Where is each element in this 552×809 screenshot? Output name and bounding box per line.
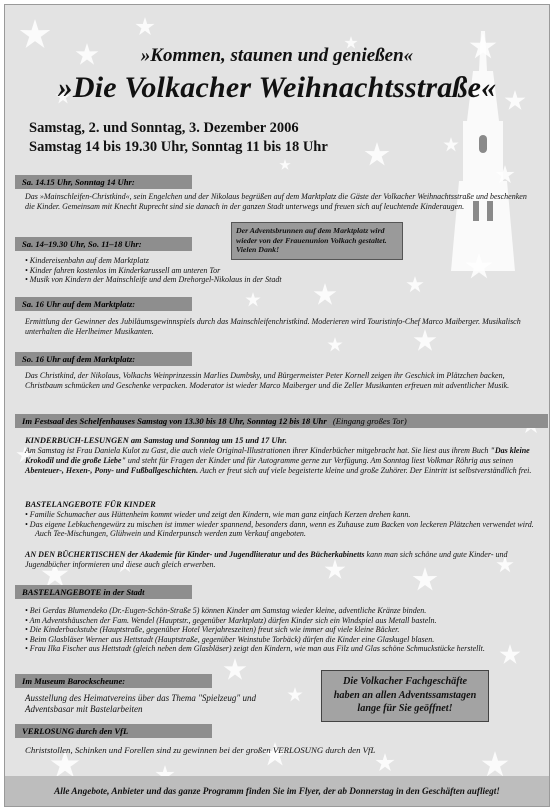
section-bar-sonntag: So. 16 Uhr auf dem Marktplatz: <box>15 352 192 366</box>
list-item: • Frau Ilka Fischer aus Hettstadt (gleich neben dem Glasbläser) zeigt den Kindern, wie man aus Filz und Glas schöne Schmuckstücke herstellt. <box>25 644 485 654</box>
section-text-gewinnspiel: Ermittlung der Gewinner des Jubiläumsgewinnspiels durch das Mainschleifenchristkind. Moderieren wird Touristinfo-Chef Marco Maiberger. Musikalisch unterhalten die Herlheimer Musikanten. <box>25 317 521 336</box>
page-title: »Die Volkacher Weihnachtsstraße« <box>57 71 497 104</box>
lesungen-text <box>25 446 537 476</box>
list-item: • Kindereisenbahn auf dem Marktplatz <box>25 256 149 265</box>
bastel-stadt-list <box>25 606 539 654</box>
list-item: • Beim Glasbläser Werner aus Hettstadt (Hauptstraße, gegenüber Weinstube Torbäck) dürfen die Kinder eine Glaskugel blasen. <box>25 634 435 644</box>
list-item: • Am Adventshäuschen der Fam. Wendel (Hauptstr., gegenüber Marktplatz) dürfen Kinder sich ein Windspiel aus Metall basteln. <box>25 615 437 625</box>
lesungen-book-2: Abenteuer-, Hexen-, Pony- und Fußballgeschichten. <box>25 466 199 475</box>
section-bar-gewinnspiel: Sa. 16 Uhr auf dem Marktplatz: <box>15 297 192 311</box>
list-item: • Musik von Kindern der Mainschleife und dem Drehorgel-Nikolaus in der Stadt <box>25 275 282 285</box>
lesungen-book-1: "Das kleine Krokodil und die große Liebe" <box>25 446 530 465</box>
list-item: • Familie Schumacher aus Hüttenheim kommt wieder und zeigt den Kindern, wie man ganz einfach Kerzen drehen kann. <box>25 510 411 519</box>
dates-line-1: Samstag, 2. und Sonntag, 3. Dezember 2006 <box>29 120 299 136</box>
event-dates <box>29 119 328 157</box>
section-bar-kinder: Sa. 14–19.30 Uhr, So. 11–18 Uhr: <box>15 237 192 251</box>
lesungen-block <box>25 435 537 476</box>
bastel-kinder-list <box>25 510 537 539</box>
fachgeschaefte-box <box>321 670 489 722</box>
schelfenhaus-times: Im Festsaal des Schelfenhauses Samstag von 13.30 bis 18 Uhr, Sonntag 12 bis 18 Uhr <box>22 416 327 426</box>
section-text-sonntag: Das Christkind, der Nikolaus, Volkachs Weinprinzessin Marlies Dumbsky, und Bürgermeister Peter Kornell zeigen ihr Geschick im Plätzchen backen, Christbaum schmücken und Geschenke verpacken. Moderator ist wieder Marco Maiberger und die Zeller Musikanten erfreuen mit adventlicher Musik. <box>25 371 510 390</box>
adventsbrunnen-note: Der Adventsbrunnen auf dem Marktplatz wird wieder von der Frauenunion Volkach gestaltet. Vielen Dank! <box>231 222 403 260</box>
lesungen-text-a: Am Samstag ist Frau Daniela Kulot zu Gast, die auch viele Original-Illustrationen ihrer Kinderbücher mitgebracht hat. Sie liest aus ihrem Buch <box>25 446 491 455</box>
lesungen-text-b: und steht für Fragen der Kinder und für Autogramme gerne zur Verfügung. Am Sonntag liest Volkmar Röhrig aus seinen <box>125 456 514 465</box>
kinder-list <box>25 256 535 285</box>
footer-banner: Alle Angebote, Anbieter und das ganze Programm finden Sie im Flyer, der ab Donnerstag in den Geschäften aufliegt! <box>5 776 549 806</box>
section-text-verlosung: Christstollen, Schinken und Forellen sind zu gewinnen bei der großen VERLOSUNG durch den VfL <box>25 745 376 755</box>
list-item: • Kinder fahren kostenlos im Kinderkarussell am unteren Tor <box>25 265 221 275</box>
section-text-museum: Ausstellung des Heimatvereins über das Thema "Spielzeug" und Adventsbasar mit Bastelarbeiten <box>25 693 256 714</box>
lesungen-text-c: Auch er freut sich auf viele begeisterte kleine und große Zuhörer. Der Eintritt ist selbstverständlich frei. <box>198 466 532 475</box>
list-item: • Die Kinderbackstube (Hauptstraße, gegenüber Hotel Vierjahreszeiten) freut sich wie immer auf viele kleine Bäcker. <box>25 625 400 635</box>
buechertische-heading: AN DEN BÜCHERTISCHEN der Akademie für Kinder- und Jugendliteratur und des Bücherkabinetts <box>25 550 365 559</box>
fachgeschaefte-line-1: Die Volkacher Fachgeschäfte <box>343 676 467 687</box>
header-kicker: »Kommen, staunen und genießen« <box>140 45 414 66</box>
schelfenhaus-entrance: (Eingang großes Tor) <box>332 416 407 426</box>
buechertische-text: kann man sich schöne und gute Kinder- und Jugendbücher informieren und diese auch gleich erwerben. <box>25 550 508 569</box>
flyer-page <box>4 4 550 807</box>
section-bar-christkind: Sa. 14.15 Uhr, Sonntag 14 Uhr: <box>15 175 192 189</box>
dates-line-2: Samstag 14 bis 19.30 Uhr, Sonntag 11 bis 18 Uhr <box>29 139 328 155</box>
section-bar-verlosung: VERLOSUNG durch den VfL <box>15 724 212 738</box>
buechertische-block <box>25 550 537 570</box>
section-bar-museum: Im Museum Barockscheune: <box>15 674 212 688</box>
section-bar-bastel-stadt: BASTELANGEBOTE in der Stadt <box>15 585 192 599</box>
bastel-kinder-heading: BASTELANGEBOTE FÜR KINDER <box>25 500 156 509</box>
lesungen-heading: KINDERBUCH-LESUNGEN am Samstag und Sonntag um 15 und 17 Uhr. <box>25 436 288 445</box>
section-text-christkind: Das »Mainschleifen-Christkind«, sein Engelchen und der Nikolaus begrüßen auf dem Marktplatz die Gäste der Volkacher Weihnachtsstraße und beschenken die Kinder. Gemeinsam mit Knecht Ruprecht sind sie danach in der ganzen Stadt unterwegs und freuen sich auf leuchtende Kinderaugen. <box>25 192 527 211</box>
fachgeschaefte-line-2: haben an allen Adventssamstagen <box>333 689 477 701</box>
section-bar-schelfenhaus <box>15 414 548 428</box>
fachgeschaefte-line-3: lange für Sie geöffnet! <box>357 703 453 714</box>
bastel-kinder-block <box>25 499 537 539</box>
list-item: • Das eigene Lebkuchengewürz zu mischen ist immer wieder spannend, besonders dann, wenn es Zuhause zum Backen von leckeren Plätzchen verwendet wird. Auch Tee-Mischungen, Glühwein und Kinderpunsch werden zum Verkauf angeboten. <box>25 519 534 539</box>
list-item: • Bei Gerdas Blumendeko (Dr.-Eugen-Schön-Straße 5) können Kinder am Samstag wieder kleine, adventliche Kränze binden. <box>25 606 427 615</box>
